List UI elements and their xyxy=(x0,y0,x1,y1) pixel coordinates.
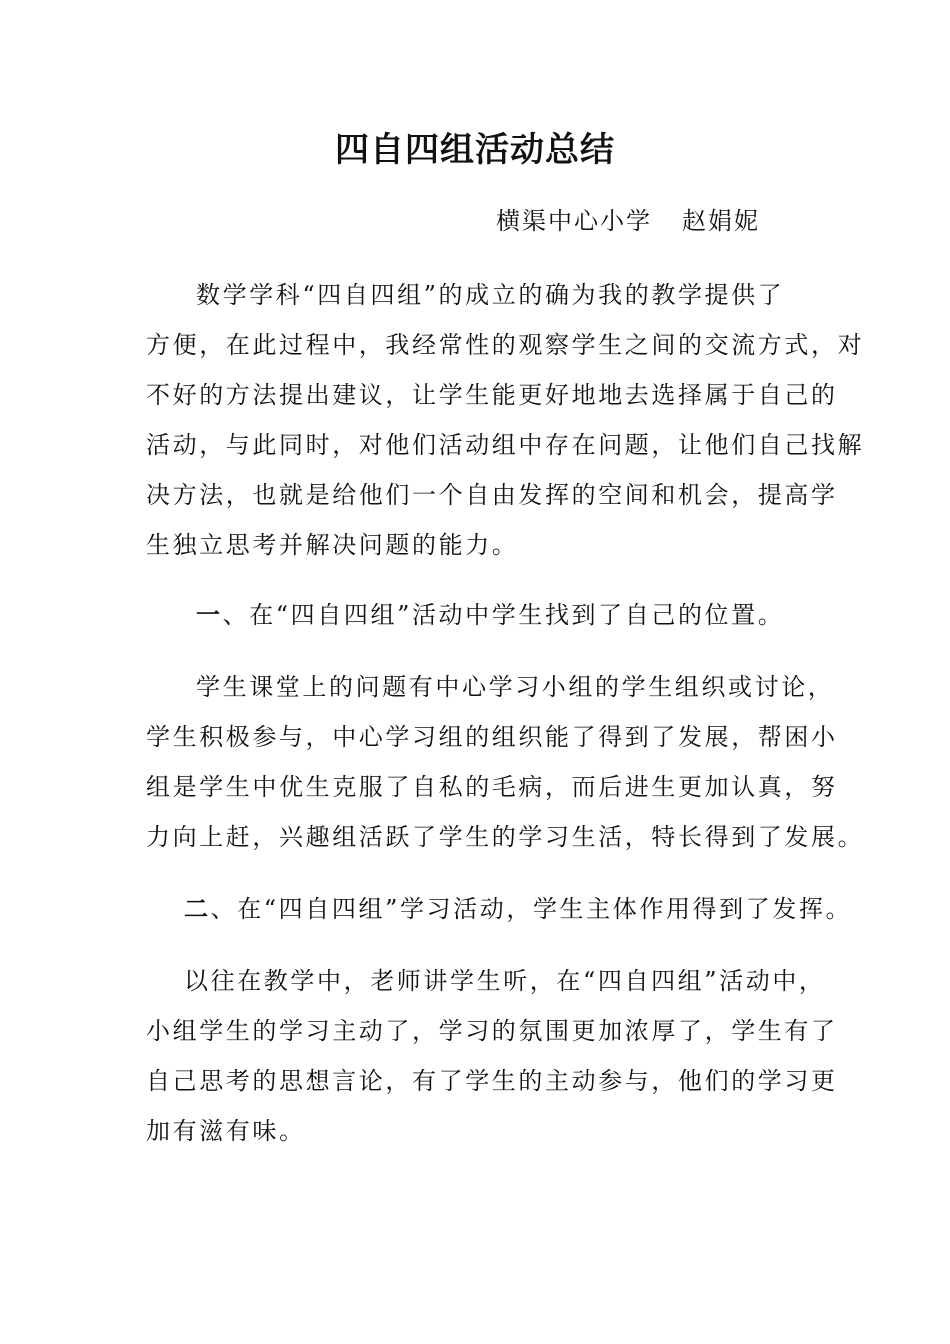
section-1-heading xyxy=(196,598,784,632)
intro-line: 活动，与此同时，对他们活动组中存在问题，让他们自己找解 xyxy=(146,431,865,459)
section-2-number: 二 xyxy=(184,894,211,923)
school-name: 横渠中心小学 xyxy=(496,207,652,235)
author-name: 赵娟妮 xyxy=(682,207,760,235)
section-2-heading xyxy=(184,892,852,926)
section-1-heading-text: 、在“四自四组”活动中学生找到了自己的位置。 xyxy=(222,601,785,629)
intro-line: 决方法，也就是给他们一个自由发挥的空间和机会，提高学 xyxy=(146,481,838,509)
section-2-line: 自己思考的思想言论，有了学生的主动参与，他们的学习更 xyxy=(146,1067,838,1095)
intro-line: 生独立思考并解决问题的能力。 xyxy=(146,531,519,559)
section-2-line: 加有滋有味。 xyxy=(146,1117,306,1145)
section-2-heading-text: 、在“四自四组”学习活动，学生主体作用得到了发挥。 xyxy=(210,895,853,923)
intro-line: 数学学科“四自四组”的成立的确为我的教学提供了 xyxy=(196,281,785,309)
section-1-line: 学生课堂上的问题有中心学习小组的学生组织或讨论， xyxy=(196,673,835,701)
section-2-line: 以往在教学中，老师讲学生听，在“四自四组”活动中， xyxy=(184,967,826,995)
byline xyxy=(496,204,760,238)
section-1-line: 组是学生中优生克服了自私的毛病，而后进生更加认真，努 xyxy=(146,773,838,801)
intro-line: 方便，在此过程中，我经常性的观察学生之间的交流方式，对 xyxy=(146,331,865,359)
section-1-line: 力向上赶，兴趣组活跃了学生的学习生活，特长得到了发展。 xyxy=(146,823,865,851)
intro-line: 不好的方法提出建议，让学生能更好地地去选择属于自己的 xyxy=(146,381,838,409)
document-title: 四自四组活动总结 xyxy=(335,130,615,170)
section-2-line: 小组学生的学习主动了，学习的氛围更加浓厚了，学生有了 xyxy=(146,1017,838,1045)
section-1-number: 一 xyxy=(196,600,223,629)
section-1-line: 学生积极参与，中心学习组的组织能了得到了发展，帮困小 xyxy=(146,723,838,751)
